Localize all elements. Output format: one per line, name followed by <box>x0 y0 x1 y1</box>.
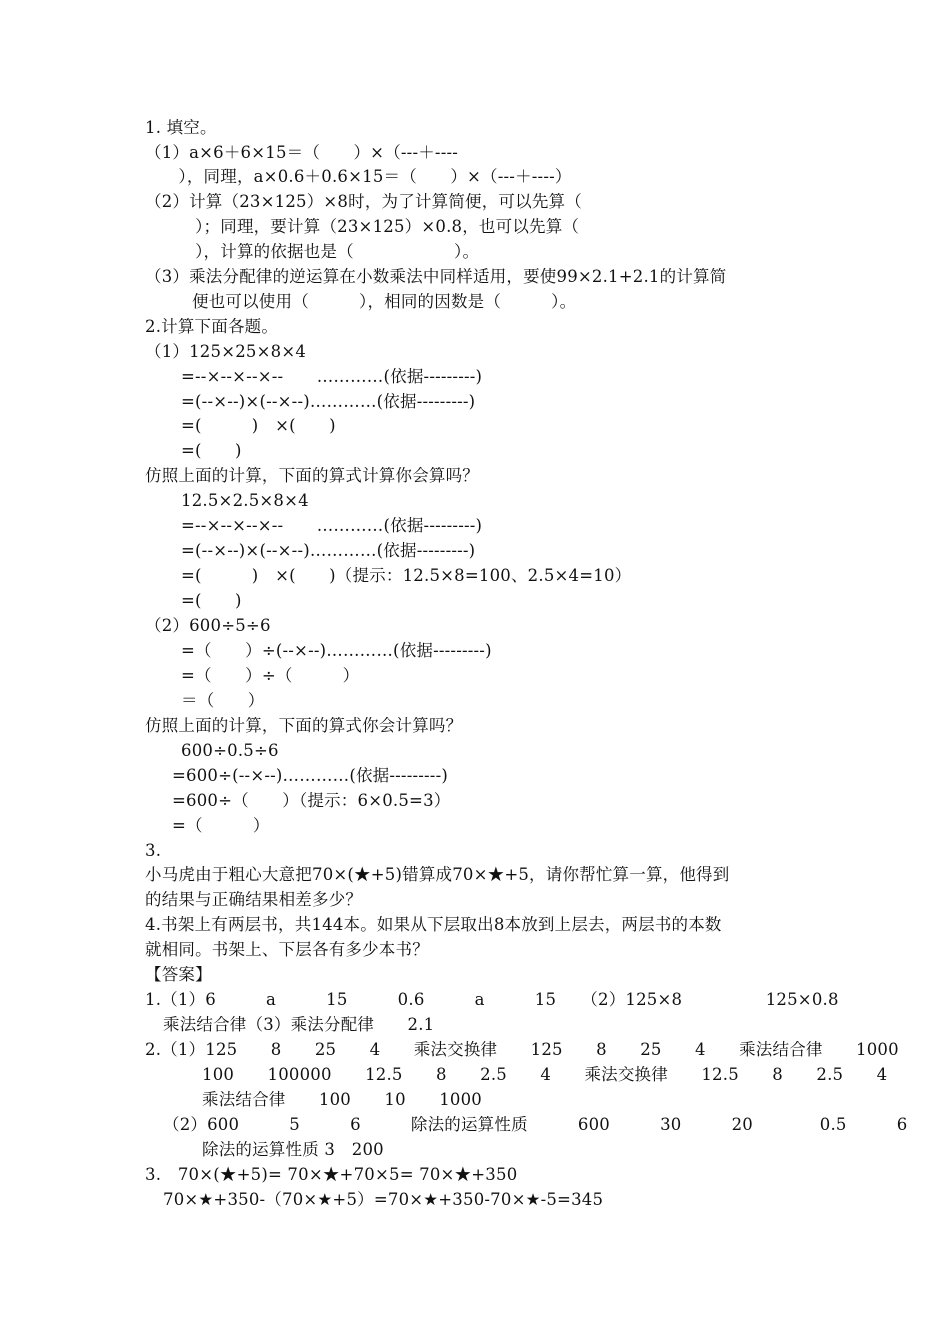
q2-2-step1: =（ ）÷(--×--)…………(依据---------) <box>181 641 492 660</box>
q2-1b-step4: =( ) <box>181 591 242 610</box>
q4-text-line2: 就相同。书架上、下层各有多少本书？ <box>145 940 429 959</box>
q1-1-line1: （1）a×6＋6×15＝（ ）×（---＋---- <box>145 143 459 162</box>
answer-2-line3: 乘法结合律 100 10 1000 <box>202 1090 482 1109</box>
q2-1-step1: =--×--×--×-- …………(依据---------) <box>181 367 483 386</box>
q2-2b-step2: =600÷（ ）（提示：6×0.5=3） <box>172 791 451 810</box>
q2-1-step4: =( ) <box>181 441 242 460</box>
q2-imitate-2: 仿照上面的计算，下面的算式你会计算吗？ <box>145 716 463 735</box>
answer-2-line2: 100 100000 12.5 8 2.5 4 乘法交换律 12.5 8 2.5 4 <box>202 1065 888 1084</box>
answer-3-line1: 3. 70×(★+5)= 70×★+70×5= 70×★+350 <box>145 1165 518 1184</box>
q2-2b-step1: =600÷(--×--)…………(依据---------) <box>172 766 448 785</box>
q1-1-line2: ），同理，a×0.6＋0.6×15＝（ ）×（---＋----） <box>145 167 572 186</box>
q1-3-line2: 便也可以使用（ ），相同的因数是（ ）。 <box>192 292 577 311</box>
answer-2-line5: 除法的运算性质 3 200 <box>202 1140 384 1159</box>
q2-1-step2: =(--×--)×(--×--)…………(依据---------) <box>181 392 476 411</box>
answer-2-line1: 2.（1）125 8 25 4 乘法交换律 125 8 25 4 乘法结合律 1000 <box>145 1040 899 1059</box>
answer-1-line2: 乘法结合律（3）乘法分配律 2.1 <box>163 1015 435 1034</box>
q2-2-step2: =（ ）÷（ ） <box>181 666 360 685</box>
answer-1-line1: 1.（1）6 a 15 0.6 a 15 （2）125×8 125×0.8 <box>145 990 839 1009</box>
q3-number: 3. <box>145 841 162 860</box>
q1-2-line2: ）；同理，要计算（23×125）×0.8，也可以先算（ <box>145 217 580 236</box>
q3-text-line1: 小马虎由于粗心大意把70×(★+5)错算成70×★+5，请你帮忙算一算，他得到 <box>145 865 730 884</box>
q2-2b-expression: 600÷0.5÷6 <box>181 741 279 760</box>
q2-2-step3: ＝（ ） <box>181 691 265 710</box>
q2-1b-step2: =(--×--)×(--×--)…………(依据---------) <box>181 541 476 560</box>
q2-1b-step3: =( ) ×( )（提示：12.5×8=100、2.5×4=10） <box>181 566 632 585</box>
q1-2-line1: （2）计算（23×125）×8时，为了计算简便，可以先算（ <box>145 192 582 211</box>
q1-2-line3: ），计算的依据也是（ ）。 <box>145 242 480 261</box>
q2-1b-step1: =--×--×--×-- …………(依据---------) <box>181 516 483 535</box>
q2-1b-expression: 12.5×2.5×8×4 <box>181 491 309 510</box>
q1-heading: 1. 填空。 <box>145 118 217 137</box>
q2-2-expression: （2）600÷5÷6 <box>145 616 271 635</box>
q2-heading: 2.计算下面各题。 <box>145 317 279 336</box>
q4-text-line1: 4.书架上有两层书，共144本。如果从下层取出8本放到上层去，两层书的本数 <box>145 915 722 934</box>
answer-2-line4: （2）600 5 6 除法的运算性质 600 30 20 0.5 6 <box>163 1115 908 1134</box>
q3-text-line2: 的结果与正确结果相差多少？ <box>145 890 363 909</box>
q2-2b-step3: =（ ） <box>172 816 270 835</box>
answer-3-line2: 70×★+350-（70×★+5）=70×★+350-70×★-5=345 <box>163 1190 604 1209</box>
q2-1-step3: =( ) ×( ) <box>181 416 336 435</box>
q2-imitate-1: 仿照上面的计算，下面的算式计算你会算吗？ <box>145 466 479 485</box>
q2-1-expression: （1）125×25×8×4 <box>145 342 307 361</box>
q1-3-line1: （3）乘法分配律的逆运算在小数乘法中同样适用，要使99×2.1+2.1的计算简 <box>145 267 727 286</box>
answer-heading: 【答案】 <box>145 965 212 984</box>
